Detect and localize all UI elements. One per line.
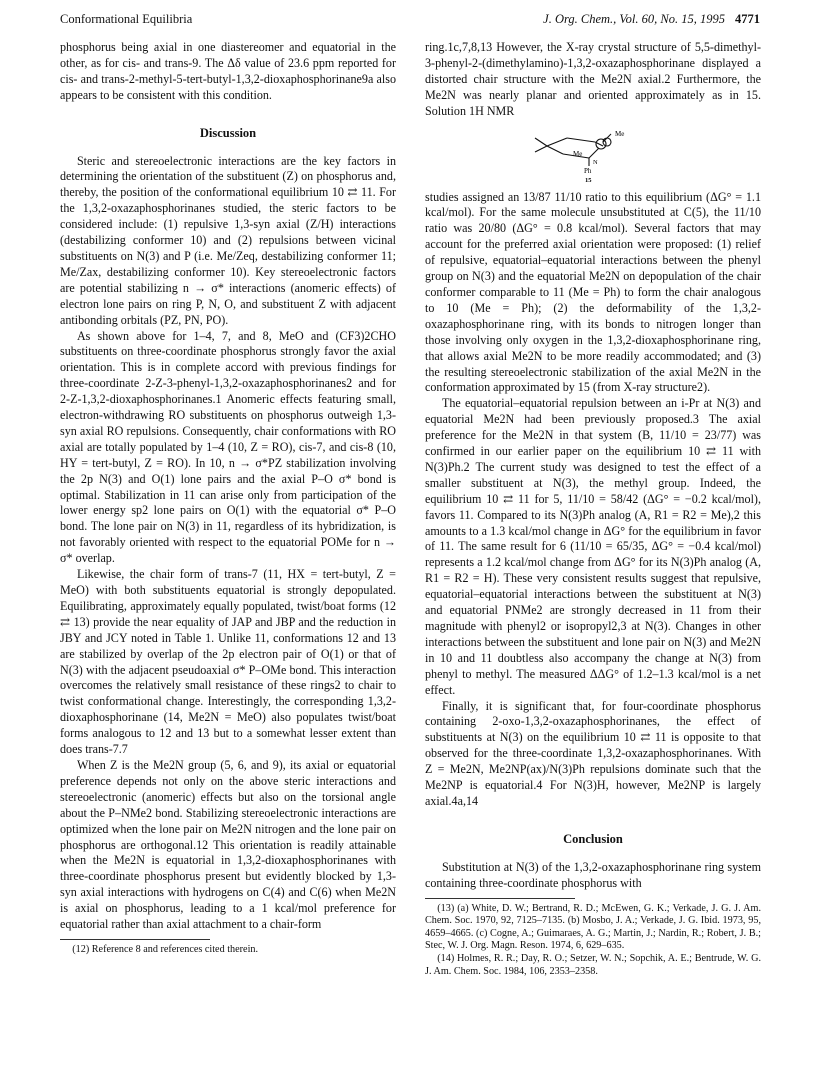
paragraph: Steric and stereoelectronic interactions are the key factors in determining the orientation of the substituent (Z) on phosphorus and, thereby, the position of the conformational equilibrium 10 ⇄ 11. For the 1,3,2-oxazaphosphorinanes studied, the steric factors to be considered include: (1) repulsive 1,3-syn axial (Z/H) interactions (destabilizing conformer 10) and (2) repulsions between vicinal substituents on N(3) and P (i.e. Me/Zeq, destabilizing conformer 11; Me/Zax, destabilizing conformer 10). Key stereoelectronic factors are potential stabilizing n → σ* interactions (anomeric effects) of electron lone pairs on ring P, N, O, and substituent Z with adjacent antibonding orbitals (PZ, PN, PO). xyxy=(60,153,396,327)
paragraph: phosphorus being axial in one diastereomer and equatorial in the other, as for cis- and trans-9. The Δδ value of 23.6 ppm reported for cis- and trans-2-methyl-5-tert-butyl-1,3,2-dioxaphosphorinane9a also appears to be consistent with this condition. xyxy=(60,40,396,102)
paragraph: Likewise, the chair form of trans-7 (11, HX = tert-butyl, Z = MeO) with both substituents equatorial is strongly depopulated. Equilibrating, approximately equally populated, twist/boat forms (12 ⇄ 13) provide the near equality of JAP and JBP and the reduction in JBY and JCY noted in Table 1. Unlike 11, conformations 12 and 13 are stabilized by overlap of the 2p electron pair of O(1) or that of N(3) with the adjacent pseudoaxial σ* P–OMe bond. This interaction overcomes the relatively small resistance of these rings2 to chair to twist conformational change. Interestingly, the corresponding 1,3,2-dioxaphosphorinane (14, Me2N = MeO) also populates twist/boat forms analogous to 12 and 13 but to a somewhat lesser extent than does trans-7.7 xyxy=(60,567,396,757)
footnote-13: (13) (a) White, D. W.; Bertrand, R. D.; McEwen, G. K.; Verkade, J. G. J. Am. Chem. Soc. 1970, 92, 7125–7135. (b) Mosbo, J. A.; Verkade, J. G. Ibid. 1973, 95, 4659–4665. (c) Cogne, A.; Guimaraes, A. G.; Martin, J.; Nardin, R.; Robert, J. B.; Stec, W. J. Org. Magn. Reson. 1974, 6, 629–635. xyxy=(425,902,761,952)
footnote-14: (14) Holmes, R. R.; Day, R. O.; Setzer, W. N.; Sopchik, A. E.; Bentrude, W. G. J. Am. Chem. Soc. 1984, 106, 2353–2358. xyxy=(425,952,761,977)
running-header xyxy=(60,12,760,30)
svg-text:N: N xyxy=(593,158,598,166)
footnote-divider xyxy=(425,898,575,899)
structure-15 xyxy=(425,122,761,184)
right-column xyxy=(425,40,761,978)
struct-label-me-top: Me xyxy=(615,129,625,138)
chemical-structure-drawing xyxy=(533,122,653,184)
footnotes xyxy=(60,944,396,957)
page-number: 4771 xyxy=(735,12,760,26)
paragraph: As shown above for 1–4, 7, and 8, MeO and (CF3)2CHO substituents on three-coordinate phosphorus strongly favor the axial orientation. This is in complete accord with previous findings for three-coordinate 2-Z-3-phenyl-1,3,2-oxazaphosphorinanes2 and for 2-Z-1,3,2-dioxaphosphorinanes.1 Anomeric effects featuring small, electron-withdrawing RO substituents on phosphorus outweigh 1,3-syn axial RO repulsions. Consequently, chair conformations with RO axial are totally populated by 1–4 (10, Z = RO), cis-7, and cis-8 (10, HY = tert-butyl, Z = RO). In 10, n → σ*PZ stabilization involving the 2p N(3) and O(1) lone pairs and the axial P–O σ* bond is optimal. Stabilization in 11 can arise only from participation of the lower energy sp2 lone pairs on O(1) with the equatorial σ* P–O bond. The lone pair on N(3) in 11, regardless of its hybridization, is not favorably oriented with respect to the equatorial POMe for n → σ* overlap. xyxy=(60,328,396,566)
journal-citation: J. Org. Chem., Vol. 60, No. 15, 1995 4771 xyxy=(543,12,760,26)
paragraph: The equatorial–equatorial repulsion between an i-Pr at N(3) and equatorial Me2N had been previously proposed.3 The axial preference for the Me2N in that system (B, 11/10 = 23/77) was confirmed in our earlier paper on the equilibrium 10 ⇄ 11 with N(3)Ph.2 The current study was designed to test the effect of a smaller substituent at N(3), the methyl group. Indeed, the equilibrium 10 ⇄ 11 for 5, 11/10 = 58/42 (ΔG° = −0.2 kcal/mol), favors 11. Compared to its N(3)Ph analog (A, R1 = R2 = Me),2 this amounts to a 1.3 kcal/mol change in ΔG° for the equilibrium in favor of 11. The same result for 6 (11/10 = 65/35, ΔG° = −0.4 kcal/mol) represents a 1.2 kcal/mol change from ΔG° for its N(3)Ph analog (A, R1 = R2 = H). These very consistent results suggest that repulsive, equatorial–equatorial interactions between the substituent at N(3) and equatorial PNMe2 are strongly decreased in 11 from their magnitude with phenyl2 or isopropyl2,3 at N(3). Changes in other interactions between the substituent and lone pair on N(3) and Me2N in 10 and 11 doubtless also accompany the change at N(3) from phenyl to methyl. The measured ΔΔG° of 1.2–1.3 kcal/mol is a net effect. xyxy=(425,396,761,697)
section-heading-discussion: Discussion xyxy=(199,125,257,140)
compound-number: 15 xyxy=(585,176,592,184)
paragraph: Finally, it is significant that, for four-coordinate phosphorus containing 2-oxo-1,3,2-oxazaphosphorinanes, the effect of substituents at N(3) on the equilibrium 10 ⇄ 11 is opposite to that observed for the three-coordinate 1,3,2-oxazaphosphorinanes. With Z = Me2N, Me2NP(ax)/N(3)Ph repulsions dominate such that the Me2NP is equatorial.4 For N(3)H, however, Me2NP is largely axial.4a,14 xyxy=(425,698,761,808)
paragraph: When Z is the Me2N group (5, 6, and 9), its axial or equatorial preference depends not only on the above steric interactions and stereoelectronic (anomeric) effects but also on the torsional angle about the P–NMe2 bond. Stabilizing stereoelectronic interactions are optimized when the lone pair on Me2N nitrogen and the lone pair on phosphorus are orthogonal.12 This orientation is readily attainable when the Me2N is equatorial in 1,3,2-dioxaphosphorinanes with three-coordinate phosphorus present but evidently blocked by 1,3-syn axial interactions with hydrogens on C(4) and C(6) when Me2N is axial on phosphorus, leading to a 1 kcal/mol preference for equatorial rather than axial attachment to a chair-form xyxy=(60,757,396,932)
struct-label-me-left: Me xyxy=(573,149,583,158)
paragraph: studies assigned an 13/87 11/10 ratio to this equilibrium (ΔG° = 1.1 kcal/mol). For the same molecule unsubstituted at C(5), the 11/10 ratio was 20/80 (ΔG° = 0.8 kcal/mol). Several factors that may account for the preferred axial orientation were proposed: (1) relief of repulsive, equatorial–equatorial interactions between the phenyl group on N(3) and the equatorial Me2N on depopulation of the chair conformer comparable to 11 (Me = Ph) to form the chair analogous to 10 (Me = Ph); (2) the deformability of the 1,3,2-oxazaphosphorinane ring, with its bonds to nitrogen longer than those involving only oxygen in the 1,3,2-dioxaphosphorinane ring, that allows axial Me2N to be more readily accommodated; and (3) the resulting stereoelectronic stabilization of the axial Me2N in the conformation approximated by 15 (from X-ray structure2). xyxy=(425,189,761,395)
footnote-12: (12) Reference 8 and references cited therein. xyxy=(72,943,259,955)
footnote-divider xyxy=(60,939,210,940)
paragraph: Substitution at N(3) of the 1,3,2-oxazaphosphorinane ring system containing three-coordinate phosphorus with xyxy=(425,859,761,890)
struct-label-ph: Ph xyxy=(584,166,592,175)
footnotes xyxy=(425,903,761,979)
paragraph: ring.1c,7,8,13 However, the X-ray crystal structure of 5,5-dimethyl-3-phenyl-2-(dimethylamino)-1,3,2-oxazaphosphorinane displayed a distorted chair structure with the Me2N axial.2 Furthermore, the Me2N was nearly planar and oriented approximately as in 15. Solution 1H NMR xyxy=(425,40,761,118)
left-column xyxy=(60,40,396,957)
running-title: Conformational Equilibria xyxy=(60,12,193,26)
section-heading-conclusion: Conclusion xyxy=(563,831,623,846)
